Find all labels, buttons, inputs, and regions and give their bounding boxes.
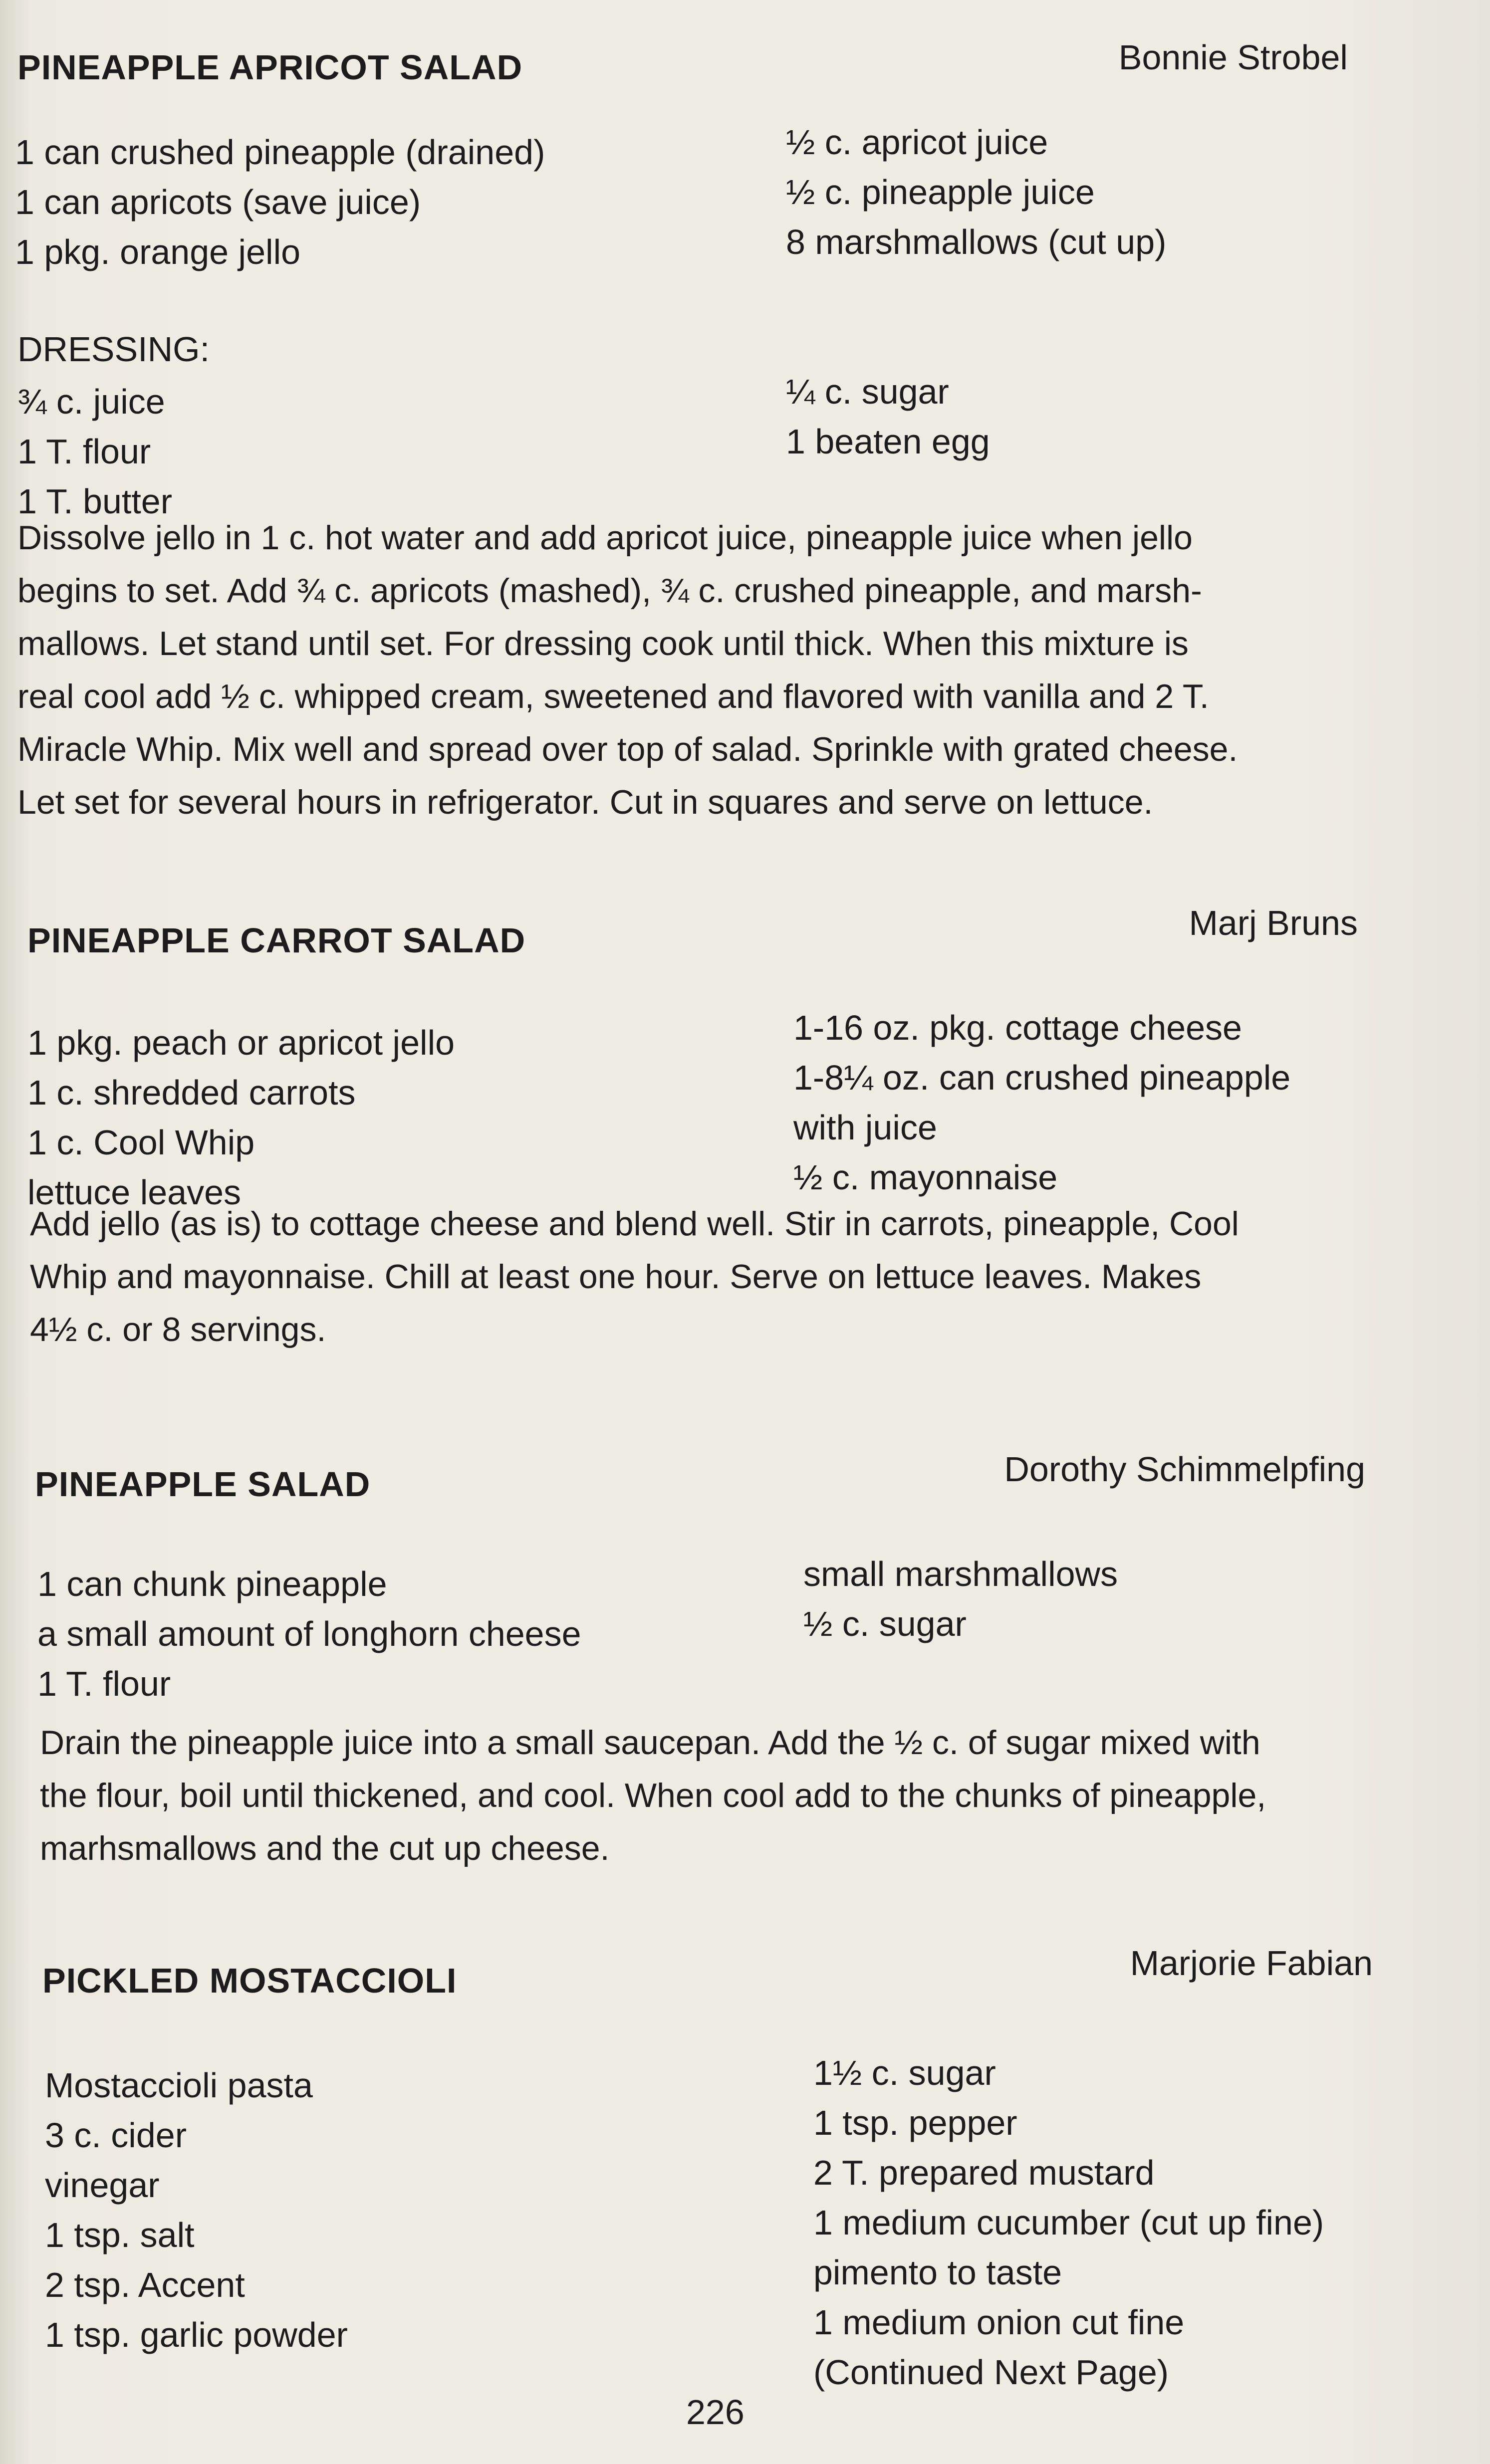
ingredient: 1 pkg. orange jello — [15, 232, 301, 271]
ingredient: ½ c. sugar — [803, 1604, 967, 1643]
ingredient: 1 tsp. pepper — [813, 2103, 1017, 2142]
ingredient: 1-8¼ oz. can crushed pineapple — [793, 1058, 1291, 1097]
ingredient: ½ c. pineapple juice — [786, 173, 1095, 212]
ingredient: 8 marshmallows (cut up) — [786, 223, 1167, 261]
recipe-title: PINEAPPLE APRICOT SALAD — [17, 48, 523, 87]
ingredient: Mostaccioli pasta — [45, 2066, 313, 2105]
ingredient: 1 c. shredded carrots — [27, 1073, 356, 1112]
ingredients-left — [45, 2060, 348, 2360]
ingredient: small marshmallows — [803, 1555, 1118, 1593]
ingredients-left — [27, 1018, 455, 1217]
ingredient: 1 T. butter — [17, 482, 173, 521]
ingredients-left — [15, 127, 545, 277]
recipe-directions: Dissolve jello in 1 c. hot water and add apricot juice, pineapple juice when jello begins to set. Add ¾ c. apricots (mashed), ¾ c. crushed pineapple, and marsh- mallows. Let stand until set. For dressing cook until thick. When this mixture is real cool add ½ c. whipped cream, sweetened and flavored with vanilla and 2 T. Miracle Whip. Mix well and spread over top of salad. Sprinkle with grated cheese. Let set for several hours in refrigerator. Cut in squares and serve on lettuce. — [17, 519, 1238, 821]
ingredient: with juice — [793, 1108, 937, 1147]
ingredient: lettuce leaves — [27, 1173, 242, 1212]
recipe-author: Marj Bruns — [1189, 903, 1358, 942]
ingredient: 1 tsp. salt — [45, 2216, 195, 2254]
recipe-title: PICKLED MOSTACCIOLI — [42, 1961, 457, 2000]
ingredients-left — [37, 1559, 581, 1709]
ingredient: 1 T. flour — [17, 432, 151, 471]
ingredients-right — [813, 2048, 1324, 2397]
ingredient: 2 T. prepared mustard — [813, 2153, 1155, 2192]
recipe-author: Bonnie Strobel — [1118, 38, 1348, 77]
ingredient: 1 can apricots (save juice) — [15, 183, 421, 222]
recipe-directions: Drain the pineapple juice into a small saucepan. Add the ½ c. of sugar mixed with the flour, boil until thickened, and cool. When cool add to the chunks of pineapple, marhsmallows and the cut up cheese. — [40, 1724, 1266, 1867]
page-number: 226 — [686, 2393, 745, 2432]
ingredient: 1 medium cucumber (cut up fine) — [813, 2203, 1324, 2242]
ingredient: 1 beaten egg — [786, 422, 990, 461]
ingredient: ¼ c. sugar — [786, 372, 949, 411]
ingredient: a small amount of longhorn cheese — [37, 1614, 581, 1653]
recipe-directions: Add jello (as is) to cottage cheese and blend well. Stir in carrots, pineapple, Cool Whip and mayonnaise. Chill at least one hour. Serve on lettuce leaves. Makes 4½ c. or 8 servings. — [30, 1205, 1239, 1348]
ingredients-right — [793, 1003, 1290, 1202]
ingredient: ½ c. apricot juice — [786, 123, 1048, 162]
ingredient: ¾ c. juice — [17, 382, 165, 421]
dressing-left — [17, 377, 172, 526]
ingredient: ½ c. mayonnaise — [793, 1158, 1058, 1197]
ingredient: 1 c. Cool Whip — [27, 1123, 255, 1162]
ingredient: 1 tsp. garlic powder — [45, 2315, 348, 2354]
recipe-author: Marjorie Fabian — [1130, 1944, 1373, 1983]
ingredient: pimento to taste — [813, 2253, 1062, 2292]
ingredient: vinegar — [45, 2166, 160, 2205]
ingredient: 1 pkg. peach or apricot jello — [27, 1023, 455, 1062]
ingredient: 2 tsp. Accent — [45, 2265, 245, 2304]
ingredient: 1 medium onion cut fine — [813, 2303, 1185, 2342]
ingredients-right — [803, 1549, 1118, 1649]
continued-note: (Continued Next Page) — [813, 2353, 1169, 2392]
ingredient: 1 can crushed pineapple (drained) — [15, 133, 545, 172]
recipe-title: PINEAPPLE CARROT SALAD — [27, 921, 526, 960]
ingredient: 1-16 oz. pkg. cottage cheese — [793, 1008, 1242, 1047]
ingredient: 3 c. cider — [45, 2116, 187, 2155]
ingredient: 1 T. flour — [37, 1664, 171, 1703]
ingredient: 1 can chunk pineapple — [37, 1565, 387, 1603]
ingredients-right — [786, 117, 1166, 267]
dressing-right — [786, 367, 990, 466]
recipe-title: PINEAPPLE SALAD — [35, 1465, 371, 1504]
dressing-label: DRESSING: — [17, 330, 210, 369]
recipe-author: Dorothy Schimmelpfing — [1004, 1450, 1365, 1489]
ingredient: 1½ c. sugar — [813, 2053, 996, 2092]
